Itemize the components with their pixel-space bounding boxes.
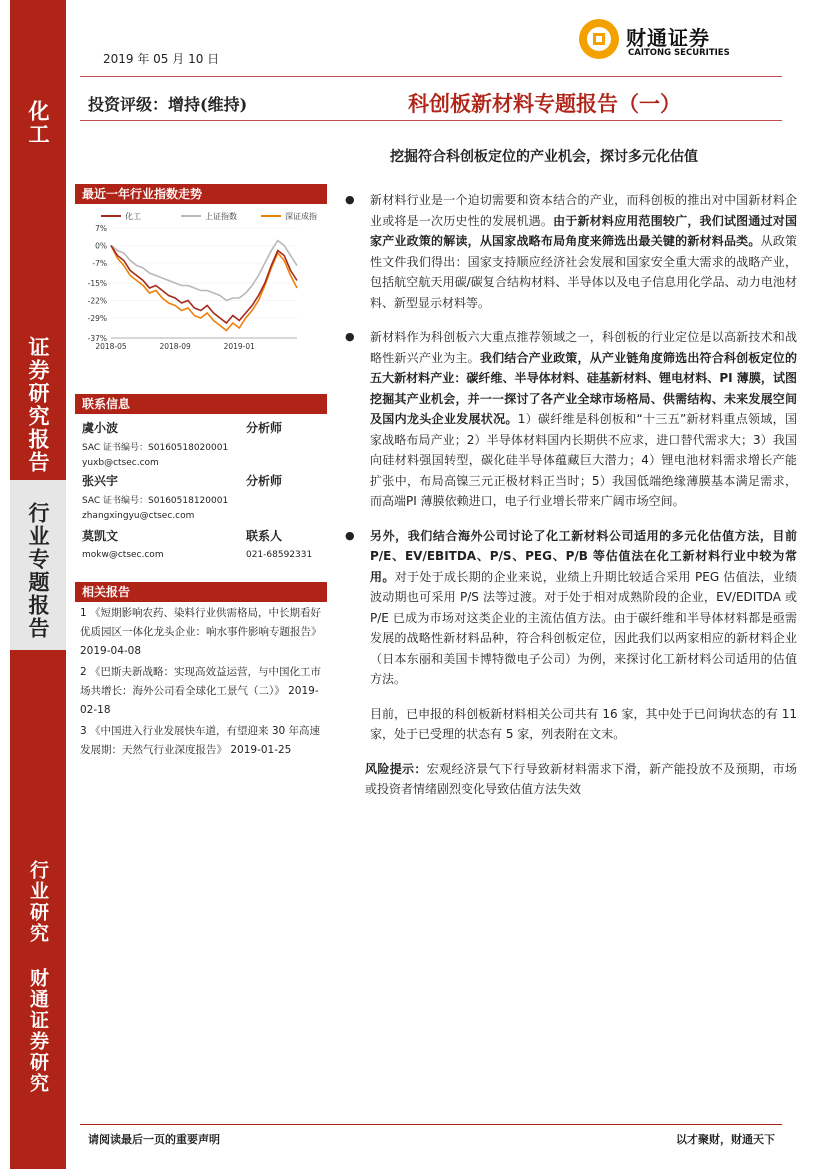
related-reports-list	[80, 604, 330, 762]
y-tick-label: -37%	[87, 334, 107, 343]
title-divider	[80, 120, 782, 121]
y-tick-label: -22%	[87, 296, 107, 306]
summary-paragraph-4: 目前，已申报的科创板新材料相关公司共有 16 家，其中处于已问询状态的有 11 家，处于已受理的状态有 5 家，列表附在文末。	[370, 706, 797, 741]
analyst-1-role: 分析师	[246, 421, 283, 435]
contact-email[interactable]: mokw@ctsec.com	[82, 550, 164, 560]
summary-bullet-2: ● 新材料作为科创板六大重点推荐领域之一，科创板的行业定位是以高新技术和战略性新兴产业为主。我们结合产业政策，从产业链角度筛选出符合科创板定位的五大新材料产业：碳纤维、半导体材料、硅基新材料、锂电材料、PI 薄膜，试图挖掘其产业机会，并一一探讨了各产业全球市场格局、供需结构、未来发展空间及国内龙头企业发展状况。1）碳纤维是科创板和“十三五”新材料重点领域，国家战略布局产业；2）半导体材料国内长期供不应求，进口替代需求大；3）我国向硅材料强国转型，碳化硅半导体蕴藏巨大潜力；4）锂电池材料需求增长产能扩张中，布局高镍三元正极材料正当时；5）我国低端绝缘薄膜基本满足需求，而高端PI 薄膜依赖进口，电子行业增长带来广阔市场空间。	[345, 327, 797, 512]
chart-section-heading: 最近一年行业指数走势	[75, 184, 327, 204]
analyst-1-cert: SAC 证书编号：S0160518020001	[82, 443, 229, 453]
analyst-1-name: 虞小波	[82, 421, 119, 435]
investment-rating: 投资评级：增持(维持)	[88, 95, 248, 114]
related-section-heading: 相关报告	[75, 582, 327, 602]
analyst-2-role: 分析师	[246, 474, 283, 488]
related-report-1[interactable]: 1 《短期影响农药、染料行业供需格局，中长期看好优质园区一体化龙头企业：响水事件影响专题报告》 2019-04-08	[80, 607, 322, 657]
summary-bullet-3: ● 另外，我们结合海外公司讨论了化工新材料公司适用的多元化估值方法，目前 P/E、EV/EBITDA、P/S、PEG、P/B 等估值法在化工新材料行业中较为常用。对于处于成长期的企业来说，业绩上升期比较适合采用 PEG 估值法，业绩波动期也可采用 P/S 法等过渡。对于处于相对成熟阶段的企业，EV/EDITDA 或 P/E 已成为市场对这类企业的主流估值方法。由于碳纤维和半导体材料都是亟需发展的战略性新材料品种，符合科创板定位，因此我们以两家相应的新材料企业（日本东丽和美国卡博特微电子公司）为例，来探讨化工新材料公司适用的估值方法。	[345, 526, 797, 690]
logo-name-en: CAITONG SECURITIES	[628, 48, 730, 58]
x-tick-label: 2018-05	[95, 342, 127, 351]
report-summary	[345, 190, 797, 814]
analyst-2-name: 张兴宇	[82, 474, 119, 488]
header-divider	[80, 76, 782, 77]
index-trend-chart	[75, 204, 330, 359]
bullet-icon: ●	[345, 193, 355, 206]
report-date: 2019 年 05 月 10 日	[103, 52, 220, 66]
band-industry-label: 化工	[10, 0, 66, 180]
contact-role: 联系人	[246, 529, 283, 543]
y-tick-label: -15%	[87, 279, 107, 288]
report-subtitle: 挖掘符合科创板定位的产业机会，探讨多元化估值	[390, 149, 698, 165]
legend-label-0: 化工	[125, 212, 141, 221]
contact-name: 莫凯文	[82, 529, 119, 543]
caitong-logo-icon	[578, 18, 620, 60]
band-bottom-label: 行业研究 财通证券研究	[10, 650, 66, 1169]
y-tick-label: 7%	[95, 224, 107, 233]
analyst-2-email[interactable]: zhangxingyu@ctsec.com	[82, 511, 195, 521]
summary-bullet-1: ● 新材料行业是一个迫切需要和资本结合的产业，而科创板的推出对中国新材料企业或将是一次历史性的发展机遇。由于新材料应用范围较广，我们试图通过对国家产业政策的解读，从国家战略布局角度来筛选出最关键的新材料品类。从政策性文件我们得出：国家支持顺应经济社会发展和国家安全重大需求的战略产业，包括航空航天用碳/碳复合结构材料、半导体以及电子信息用化学品、动力电池材料、新型显示材料等。	[345, 190, 797, 313]
bullet-icon: ●	[345, 330, 355, 343]
risk-warning: 风险提示：宏观经济景气下行导致新材料需求下滑，新产能投放不及预期，市场或投资者情绪剧烈变化导致估值方法失效	[365, 761, 797, 796]
side-band	[10, 0, 66, 1169]
related-report-2[interactable]: 2 《巴斯夫新战略：实现高效益运营，与中国化工市场共增长：海外公司看全球化工景气（二）》 2019-02-18	[80, 666, 322, 716]
logo-name-cn: 财通证券	[626, 26, 710, 50]
y-tick-label: -7%	[92, 259, 107, 268]
x-tick-label: 2018-09	[159, 342, 191, 351]
y-tick-label: -29%	[87, 314, 107, 323]
footer-disclaimer-note: 请阅读最后一页的重要声明	[88, 1133, 220, 1146]
series-line-0	[111, 246, 297, 324]
contact-phone: 021-68592331	[246, 550, 313, 560]
legend-label-2: 深证成指	[285, 212, 317, 221]
band-report-type: 证券研究报告	[10, 180, 66, 480]
analyst-1-email[interactable]: yuxb@ctsec.com	[82, 458, 159, 468]
report-title: 科创板新材料专题报告（一）	[408, 91, 681, 116]
analyst-2-cert: SAC 证书编号：S0160518120001	[82, 496, 229, 506]
footer-slogan: 以才聚财，财通天下	[676, 1133, 775, 1146]
contact-section-heading: 联系信息	[75, 394, 327, 414]
x-tick-label: 2019-01	[223, 342, 255, 351]
legend-label-1: 上证指数	[205, 212, 237, 221]
band-highlight-label: 行业专题报告	[10, 480, 66, 650]
related-report-3[interactable]: 3 《中国进入行业发展快车道，有望迎来 30 年高速发展期：天然气行业深度报告》 2019-01-25	[80, 725, 321, 756]
bullet-icon: ●	[345, 528, 355, 542]
y-tick-label: 0%	[95, 241, 107, 251]
footer-divider	[80, 1124, 782, 1125]
